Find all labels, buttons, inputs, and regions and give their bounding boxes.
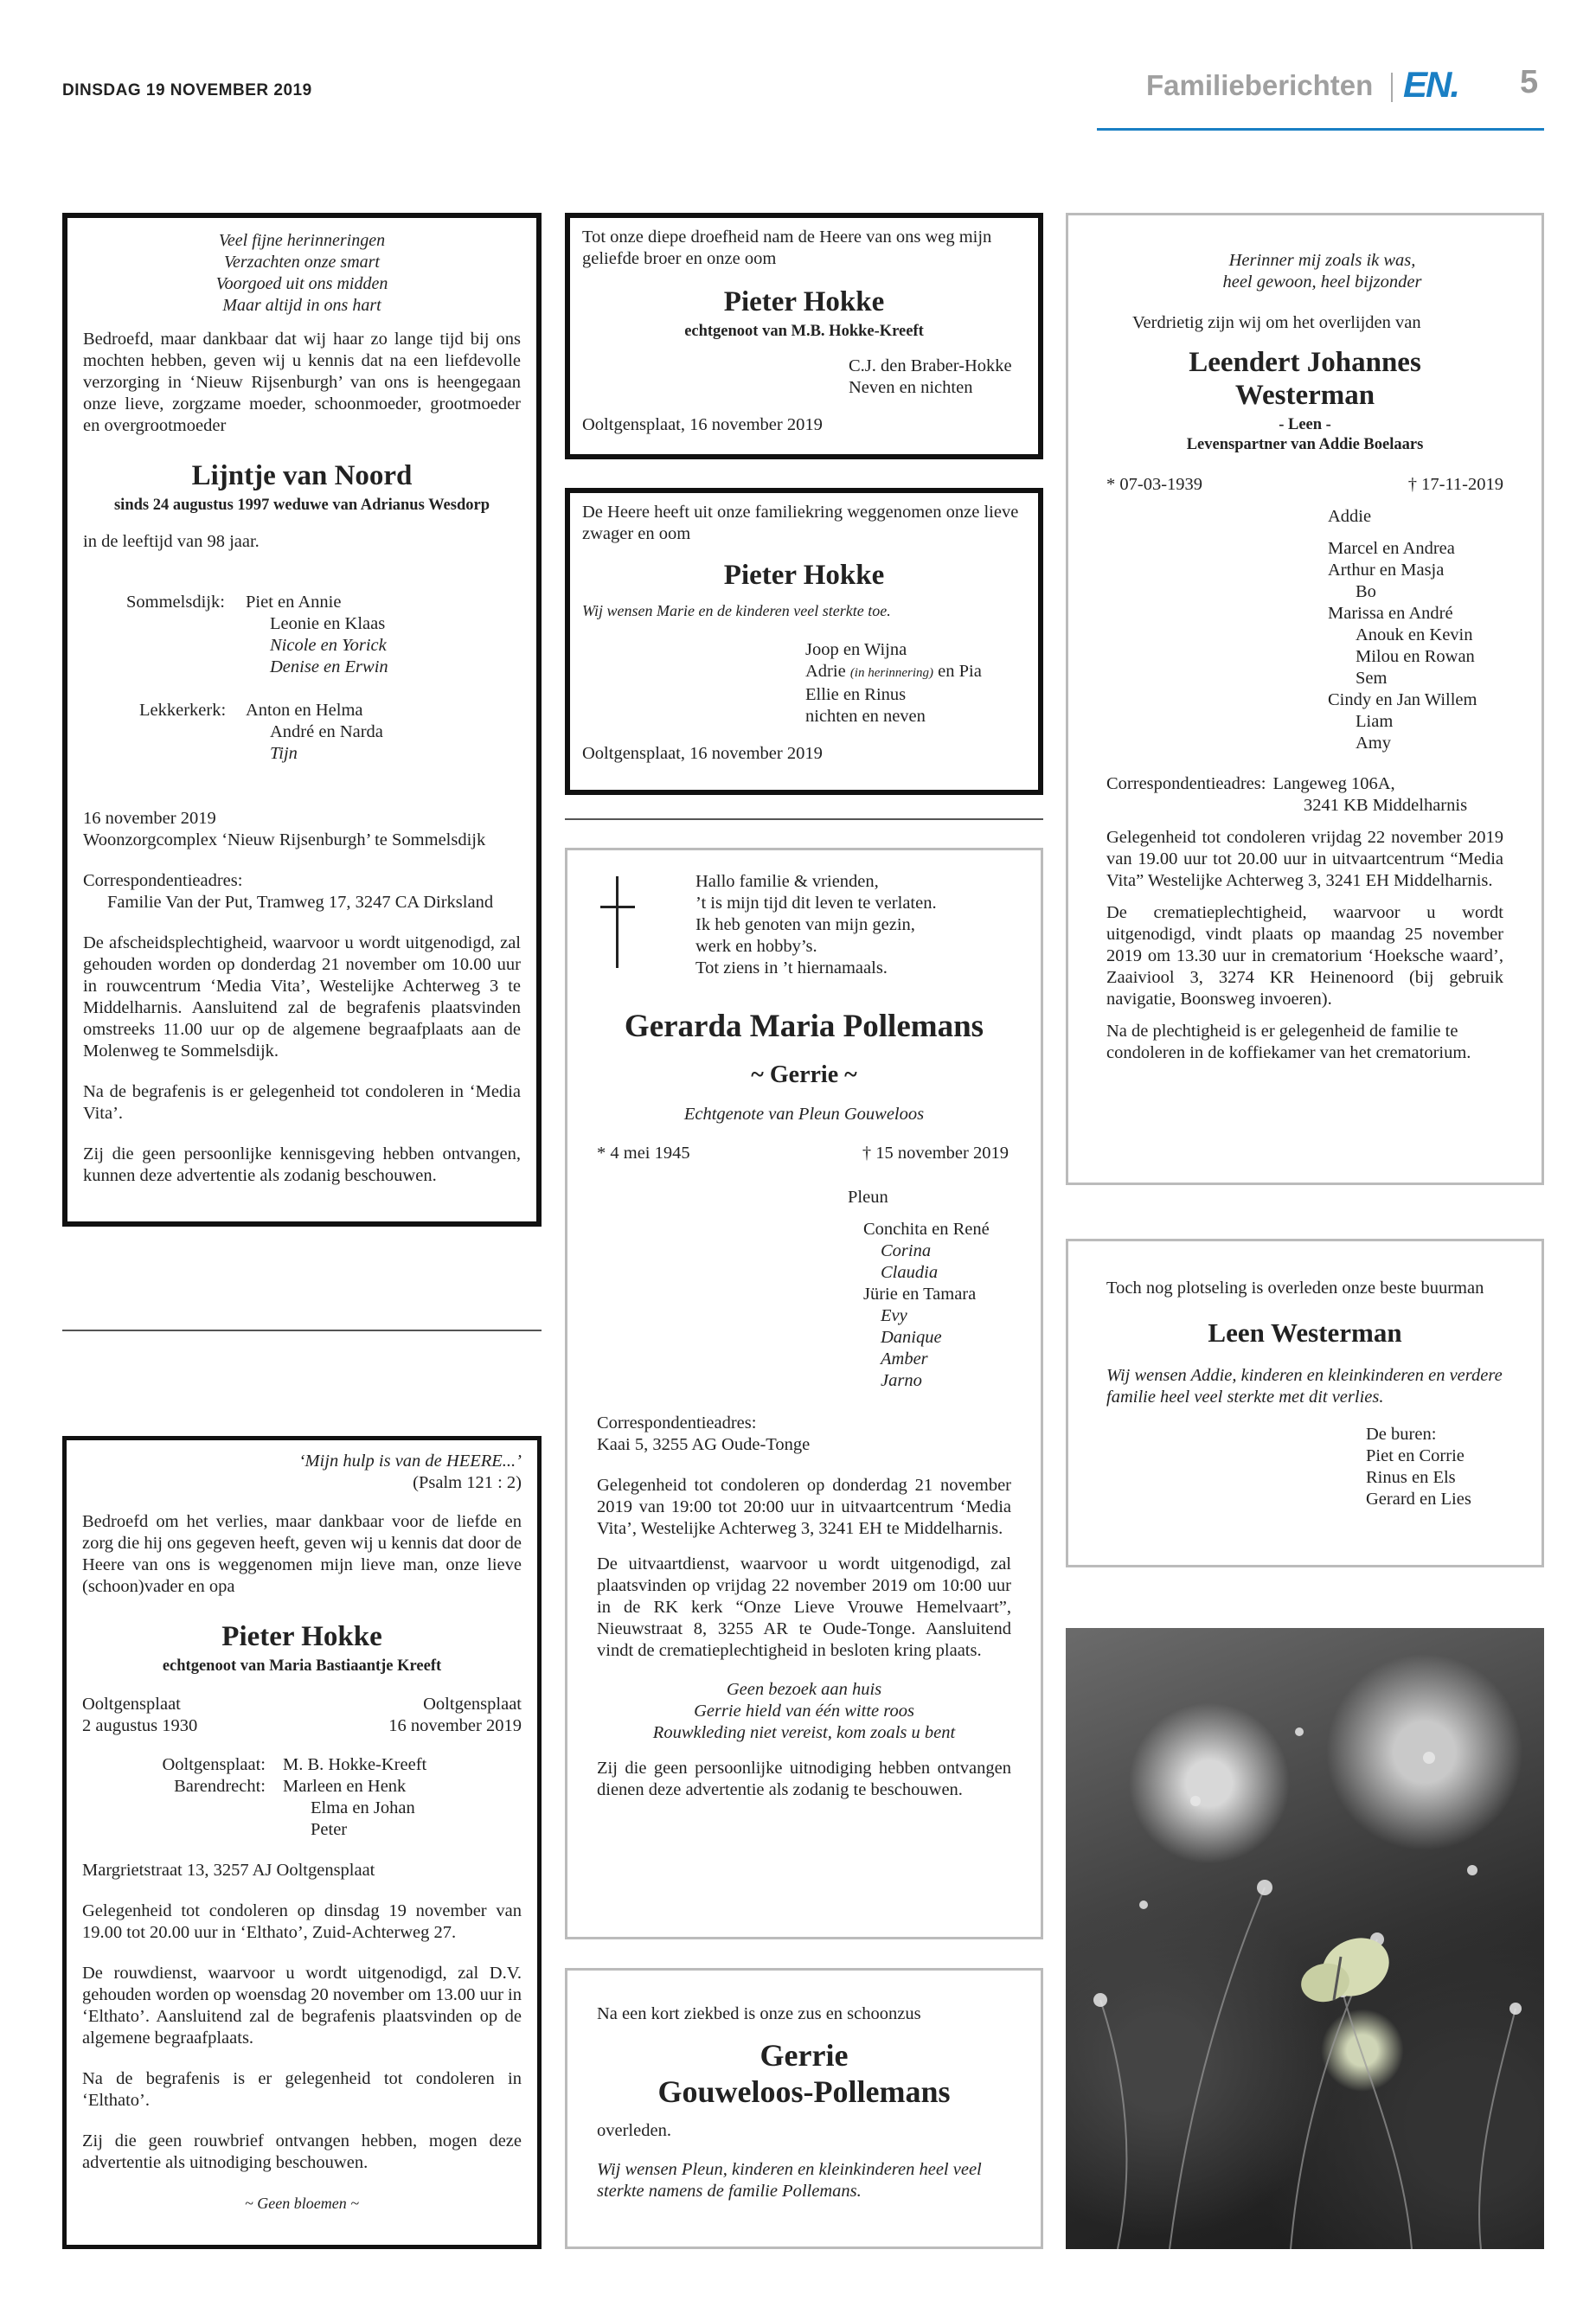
family-member: Leonie en Klaas [270, 614, 386, 633]
family-member: Ellie en Rinus [805, 685, 907, 704]
column-divider [565, 818, 1043, 820]
signature-line: Rinus en Els [1366, 1468, 1456, 1487]
family-member: Jarno [881, 1371, 922, 1390]
poem [597, 871, 1011, 979]
butterfly-photo [1066, 1628, 1544, 2249]
bible-quote: ‘Mijn hulp is van de HEERE...’ [298, 1452, 522, 1471]
family-list [1328, 538, 1503, 754]
cremation-text: De crematieplechtigheid, waarvoor u wordt uitgenodigd, vindt plaats op maandag 25 november 2019 om 13.30 uur in crematorium ‘Hoeksche waard’, Zaaiviool 3, 3274 KR Heinenoord (bij gebruik navigatie, Boonsweg invoeren). [1106, 903, 1503, 1009]
poem [83, 230, 521, 317]
correspondence-address: 3241 KB Middelharnis [1304, 796, 1468, 815]
deceased-name: Westerman [1234, 380, 1375, 411]
condolence-text: Gelegenheid tot condoleren vrijdag 22 november 2019 van 19.00 uur tot 20.00 uur in uitvaartcentrum “Media Vita” Westelijke Achterweg 3, 3241 EH Middelharnis. [1106, 828, 1503, 890]
death-date: † 17-11-2019 [1407, 475, 1503, 494]
life-dates [597, 1143, 1011, 1164]
notice-text: Zij die geen rouwbrief ontvangen hebben, mogen deze advertentie als uitnodiging beschouwen. [82, 2131, 522, 2172]
ad-leen-westerman-neighbours [1066, 1239, 1544, 1567]
poem-line: Tot ziens in ’t hiernamaals. [695, 958, 888, 977]
deceased-name: Gouweloos-Pollemans [657, 2074, 951, 2109]
poem-line: Voorgoed uit ons midden [215, 274, 388, 293]
family-member: nichten en neven [805, 707, 926, 726]
poem-line: heel gewoon, heel bijzonder [1222, 272, 1422, 292]
wish-line: Rouwkleding niet vereist, kom zoals u bent [652, 1723, 956, 1742]
spouse-text: Echtgenote van Pleun Gouweloos [683, 1105, 925, 1124]
family-place: Barendrecht: [174, 1777, 266, 1796]
ad-pieter-hokke-family [62, 1436, 542, 2249]
wish-line: Geen bezoek aan huis [726, 1680, 882, 1699]
deceased-subtitle: echtgenoot van Maria Bastiaantje Kreeft [162, 1657, 442, 1675]
ad-gerrie-gouweloos-pollemans [565, 1968, 1043, 2249]
family-member: Neven en nichten [849, 378, 973, 397]
family-member: Piet en Annie [246, 593, 342, 612]
ad-pieter-hokke-sister [565, 213, 1043, 459]
header-divider [1391, 73, 1393, 102]
family-place: Ooltgensplaat: [162, 1755, 266, 1774]
family-member: Nicole en Yorick [270, 636, 387, 655]
deceased-subtitle: sinds 24 augustus 1997 weduwe van Adrianus Wesdorp [113, 497, 490, 514]
ad-leendert-westerman [1066, 213, 1544, 1185]
family-member: Jürie en Tamara [863, 1285, 977, 1304]
family-member: Danique [881, 1328, 942, 1347]
ad-lijntje-van-noord [62, 213, 542, 1227]
announcement-text: Na een kort ziekbed is onze zus en schoonzus [597, 2004, 921, 2023]
correspondence-address: Familie Van der Put, Tramweg 17, 3247 CA Dirksland [107, 893, 494, 912]
family-place: Sommelsdijk: [126, 593, 225, 612]
ad-gerarda-pollemans [565, 848, 1043, 1939]
page-number: 5 [1520, 64, 1539, 100]
family-member: Marissa en André [1328, 604, 1453, 623]
ad-pieter-hokke-inlaws [565, 488, 1043, 795]
en-logo: EN. [1403, 64, 1459, 105]
family-group [83, 592, 521, 678]
family-group [83, 700, 521, 765]
signature-line: Piet en Corrie [1366, 1446, 1465, 1465]
family-place: Lekkerkerk: [139, 701, 227, 720]
poem-line: Veel fijne herinneringen [218, 231, 386, 250]
family-member: Liam [1356, 712, 1394, 731]
family-member: Amy [1356, 734, 1391, 753]
family-member: Cindy en Jan Willem [1328, 690, 1477, 709]
family-member: Sem [1356, 669, 1388, 688]
family-member: Corina [881, 1241, 932, 1260]
family-member: Evy [881, 1306, 907, 1325]
family-signature [597, 1187, 1011, 1392]
page-date: DINSDAG 19 NOVEMBER 2019 [62, 81, 312, 99]
neighbours-signature [1106, 1424, 1503, 1510]
condolence-text: Gelegenheid tot condoleren op donderdag 21 november 2019 van 19:00 tot 20:00 uur in uitvaartcentrum ‘Media Vita’, Westelijke Achterweg 3, 3241 EH te Middelharnis. [597, 1476, 1011, 1538]
wish-line: Gerrie hield van één witte roos [694, 1702, 914, 1721]
wish-text: Wij wensen Addie, kinderen en kleinkinderen en verdere familie heel veel sterkte met dit verlies. [1106, 1366, 1503, 1407]
deceased-name: Leendert Johannes [1189, 347, 1421, 378]
death-date: 16 november 2019 [83, 809, 216, 828]
deceased-nickname: ~ Gerrie ~ [751, 1061, 857, 1088]
partner-text: Levenspartner van Addie Boelaars [1186, 436, 1424, 453]
wish-text: Wij wensen Marie en de kinderen veel sterkte toe. [582, 602, 891, 619]
birth-date: * 07-03-1939 [1106, 475, 1203, 494]
memorial-note: (in herinnering) [849, 666, 934, 680]
family-member: Pleun [848, 1188, 888, 1207]
family-member: Addie [1328, 507, 1372, 526]
header-rule [1097, 128, 1544, 131]
poem-line: Herinner mij zoals ik was, [1228, 251, 1416, 270]
correspondence-label: Correspondentieadres: [83, 871, 243, 890]
poem-line: Hallo familie & vrienden, [695, 872, 879, 891]
deceased-name: Gerrie [760, 2038, 849, 2073]
family-member [805, 661, 1026, 684]
home-address: Margrietstraat 13, 3257 AJ Ooltgensplaat [82, 1861, 375, 1880]
signature-line: De buren: [1366, 1425, 1437, 1444]
wish-text: Wij wensen Pleun, kinderen en kleinkinderen heel veel sterkte namens de familie Pollemans. [597, 2160, 982, 2201]
condolence-text: Na de begrafenis is er gelegenheid tot condoleren in ‘Media Vita’. [83, 1082, 521, 1123]
announcement-text: overleden. [597, 2121, 671, 2140]
deceased-name: Pieter Hokke [723, 286, 885, 317]
family-member: Elma en Johan [311, 1798, 415, 1817]
family-signature [1106, 506, 1503, 754]
announcement-text: Toch nog plotseling is overleden onze beste buurman [1106, 1279, 1484, 1298]
family-member: Marleen en Henk [283, 1777, 407, 1796]
poem-line: werk en hobby’s. [695, 937, 817, 956]
ceremony-text: De afscheidsplechtigheid, waarvoor u wordt uitgenodigd, zal gehouden worden op donderdag 21 november om 10.00 uur in rouwcentrum ‘Media Vita’, Westelijke Achterweg 3 te Middelharnis. Aansluitend zal de begrafenis plaatsvinden omstreeks 11.00 uur op de algemene begraafplaats aan de Molenweg te Sommelsdijk. [83, 933, 521, 1061]
service-text: De uitvaartdienst, waarvoor u wordt uitgenodigd, zal plaatsvinden op vrijdag 22 november 2019 om 10:00 uur in de RK kerk “Onze Lieve Vrouwe Hemelvaart”, Nieuwstraat 8, 3255 AR te Oude-Tonge. Aansluitend vindt de crematieplechtigheid in besloten kring plaats. [597, 1554, 1011, 1660]
deceased-nickname: - Leen - [1279, 416, 1331, 433]
family-member: Peter [311, 1820, 348, 1839]
section-title: Familieberichten [1146, 69, 1374, 101]
death-date: 16 november 2019 [388, 1716, 522, 1735]
family-member: Joop en Wijna [805, 640, 907, 659]
family-member: Anton en Helma [246, 701, 363, 720]
poem-line: Maar altijd in ons hart [222, 296, 381, 315]
correspondence-label: Correspondentieadres: [1106, 774, 1266, 793]
family-member: M. B. Hokke-Kreeft [283, 1755, 427, 1774]
family-member: André en Narda [270, 722, 383, 741]
birth-date: * 4 mei 1945 [597, 1144, 690, 1163]
family-signature [582, 639, 1026, 727]
poem-line: ’t is mijn tijd dit leven te verlaten. [695, 894, 937, 913]
family-member: Milou en Rowan [1356, 647, 1475, 666]
family-member: Anouk en Kevin [1356, 625, 1473, 644]
ad-footer: Ooltgensplaat, 16 november 2019 [582, 415, 823, 434]
bible-reference: (Psalm 121 : 2) [413, 1473, 522, 1492]
correspondence [1106, 773, 1503, 795]
correspondence-address: Langeweg 106A, [1272, 774, 1395, 793]
closing-note: ~ Geen bloemen ~ [245, 2195, 359, 2212]
family-signature [582, 356, 1026, 399]
family-member: Marcel en Andrea [1328, 539, 1455, 558]
deceased-name: Lijntje van Noord [191, 460, 413, 491]
butterfly-illustration [1066, 1628, 1544, 2249]
deceased-name: Pieter Hokke [221, 1621, 382, 1652]
birth-place: Ooltgensplaat [82, 1695, 181, 1714]
family-member: Bo [1356, 582, 1376, 601]
correspondence-label: Correspondentieadres: [597, 1413, 757, 1433]
family-member-name: en Pia [938, 662, 982, 681]
deceased-name: Leen Westerman [1208, 1317, 1402, 1348]
family-member: Claudia [881, 1263, 939, 1282]
deceased-subtitle: echtgenoot van M.B. Hokke-Kreeft [684, 323, 924, 340]
condolence-text: Gelegenheid tot condoleren op dinsdag 19 november van 19.00 tot 20.00 uur in ‘Elthato’, Zuid-Achterweg 27. [82, 1901, 522, 1942]
service-text: De rouwdienst, waarvoor u wordt uitgenodigd, zal D.V. gehouden worden op woensdag 20 november om 13.00 uur in ‘Elthato’. Aansluitend zal de begrafenis plaatsvinden op de algemene begraafplaats. [82, 1964, 522, 2048]
announcement-text: Bedroefd om het verlies, maar dankbaar voor de liefde en zorg die hij ons gegeven heeft, geven wij u kennis dat door de Heere van ons is weggenomen mijn lieve man, onze lieve (schoon)vader en opa [82, 1512, 522, 1596]
poem-line: Verzachten onze smart [224, 253, 380, 272]
family-group [82, 1754, 522, 1841]
family-member: Conchita en René [863, 1220, 990, 1239]
death-date: † 15 november 2019 [862, 1144, 1009, 1163]
correspondence-address: Kaai 5, 3255 AG Oude-Tonge [597, 1435, 811, 1454]
after-ceremony-text: Na de plechtigheid is er gelegenheid de familie te condoleren in de koffiekamer van het crematorium. [1106, 1022, 1471, 1062]
death-location: Woonzorgcomplex ‘Nieuw Rijsenburgh’ te Sommelsdijk [83, 830, 486, 849]
family-member: Amber [881, 1349, 928, 1368]
death-place: Ooltgensplaat [423, 1695, 522, 1714]
announcement-text: Tot onze diepe droefheid nam de Heere van ons weg mijn geliefde broer en onze oom [582, 228, 992, 268]
life-dates [82, 1694, 522, 1737]
after-burial-text: Na de begrafenis is er gelegenheid tot condoleren in ‘Elthato’. [82, 2069, 522, 2110]
age-text: in de leeftijd van 98 jaar. [83, 532, 260, 551]
announcement-text: De Heere heeft uit onze familiekring weggenomen onze lieve zwager en oom [582, 503, 1019, 543]
birth-date: 2 augustus 1930 [82, 1716, 198, 1735]
notice-text: Zij die geen persoonlijke kennisgeving hebben ontvangen, kunnen deze advertentie als zodanig beschouwen. [83, 1144, 521, 1185]
deceased-name: Gerarda Maria Pollemans [624, 1009, 984, 1044]
column-divider [62, 1330, 542, 1331]
cross-icon [600, 876, 635, 968]
family-member: C.J. den Braber-Hokke [849, 356, 1012, 375]
family-member-name: Adrie [805, 662, 846, 681]
announcement-text: Verdrietig zijn wij om het overlijden van [1132, 313, 1421, 332]
deceased-name: Pieter Hokke [723, 560, 885, 591]
wishes [597, 1679, 1011, 1744]
poem [1106, 250, 1503, 293]
family-member: Tijn [270, 744, 298, 763]
ad-footer: Ooltgensplaat, 16 november 2019 [582, 744, 823, 763]
signature-line: Gerard en Lies [1366, 1490, 1471, 1509]
announcement-text: Bedroefd, maar dankbaar dat wij haar zo lange tijd bij ons mochten hebben, geven wij u kennis dat na een liefdevolle verzorging in ‘Nieuw Rijsenburgh’ van ons is heengegaan onze lieve, zorgzame moeder, schoonmoeder, grootmoeder en overgrootmoeder [83, 330, 521, 435]
poem-line: Ik heb genoten van mijn gezin, [695, 915, 915, 934]
family-member: Denise en Erwin [270, 657, 388, 676]
life-dates [1106, 474, 1503, 496]
family-member: Arthur en Masja [1328, 561, 1445, 580]
notice-text: Zij die geen persoonlijke uitnodiging hebben ontvangen dienen deze advertentie als zodanig te beschouwen. [597, 1759, 1011, 1799]
